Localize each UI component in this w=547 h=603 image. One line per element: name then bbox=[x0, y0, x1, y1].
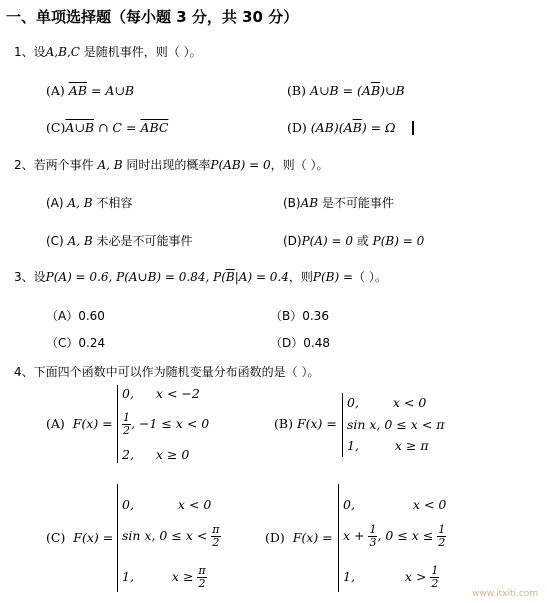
question-1-stem bbox=[14, 43, 202, 60]
q3-option-a: （A）0.60 bbox=[46, 309, 105, 323]
q1-a-label: (A) bbox=[46, 83, 65, 98]
q4-d-r1-cond: x < 0 bbox=[412, 497, 447, 512]
q2-stem-text: 同时出现的概率 bbox=[126, 158, 211, 172]
q4-b-row2: sin x, 0 ≤ x < π bbox=[347, 417, 445, 432]
q1-prefix: 1、设 bbox=[14, 45, 46, 59]
q4-a-r2-cond: , −1 ≤ x < 0 bbox=[131, 416, 210, 431]
q4-d-r3-cond: x > bbox=[404, 569, 431, 584]
text-cursor bbox=[412, 121, 414, 135]
q1-option-a bbox=[46, 83, 134, 98]
q2-a-label: (A) bbox=[46, 196, 64, 210]
q4-a-r3-cond: x ≥ 0 bbox=[155, 447, 190, 462]
q4-a-row2 bbox=[122, 412, 209, 437]
q3-option-b: （B）0.36 bbox=[270, 309, 329, 323]
q3-end: （ ）。 bbox=[353, 270, 387, 284]
q4-d-r3-value: 1, bbox=[343, 569, 355, 584]
q2-c-label: (C) bbox=[46, 234, 64, 248]
q2-option-b bbox=[283, 194, 394, 211]
q1-d-expr1: (AB)(A bbox=[306, 120, 353, 135]
q4-b-r3-cond: x ≥ π bbox=[394, 438, 429, 453]
q1-vars: A,B,C bbox=[45, 45, 80, 59]
q4-a-r1-cond: x < −2 bbox=[155, 386, 200, 401]
section-title: 一、单项选择题（每小题 3 分，共 30 分） bbox=[6, 8, 299, 26]
q4-b-r3-value: 1, bbox=[347, 438, 359, 453]
q2-a-math: A, B bbox=[67, 196, 93, 210]
q4-a-row3 bbox=[122, 447, 189, 462]
q2-prefix: 2、若两个事件 bbox=[14, 158, 94, 172]
q4-b-row1 bbox=[347, 395, 426, 410]
q4-b-fx: F(x) = bbox=[296, 416, 337, 431]
q4-b-label bbox=[274, 416, 337, 431]
q1-a-lhs: $\overline{AB}$ bbox=[68, 83, 87, 98]
q2-d-math2: P(B) = 0 bbox=[372, 234, 425, 248]
q4-d-brace bbox=[338, 484, 339, 592]
q4-d-r3-num: 1 bbox=[431, 564, 439, 577]
q3-tail: ，则 bbox=[288, 270, 313, 284]
q4-d-r2-den2: 2 bbox=[438, 536, 446, 549]
q4-c-row3 bbox=[122, 565, 207, 590]
q4-a-r2-num: 1 bbox=[123, 411, 130, 424]
q4-a-r3-value: 2, bbox=[122, 447, 134, 462]
q4-b-row3 bbox=[347, 438, 429, 453]
q1-c-label: (C) bbox=[46, 120, 66, 135]
q2-a-text: 不相容 bbox=[92, 196, 133, 210]
q4-c-r2-num: π bbox=[212, 523, 220, 536]
q2-b-label: (B) bbox=[283, 196, 301, 210]
q1-b-expr1: A∪B = (A bbox=[305, 83, 371, 98]
q4-d-label bbox=[265, 530, 333, 545]
q4-a-brace bbox=[117, 385, 118, 463]
q1-d-expr2: ) = Ω bbox=[361, 120, 396, 135]
q4-c-row2 bbox=[122, 524, 221, 549]
q4-d-r2-b: , 0 ≤ x ≤ bbox=[377, 528, 438, 543]
q4-a-label bbox=[46, 416, 113, 431]
q2-c-math: A, B bbox=[67, 234, 93, 248]
q1-option-c bbox=[46, 120, 168, 135]
q4-d-r2-num2: 1 bbox=[438, 523, 446, 536]
q4-a-fx: F(x) = bbox=[72, 416, 113, 431]
q1-stem-text: 是随机事件，则（ ）。 bbox=[79, 45, 202, 59]
q3-prefix: 3、设 bbox=[14, 270, 46, 284]
q3-option-d: （D）0.48 bbox=[270, 336, 330, 350]
q3-expr3: P(B) = bbox=[312, 270, 354, 284]
q4-c-r3-den: 2 bbox=[198, 577, 206, 590]
q4-d-label-text: (D) bbox=[265, 530, 285, 545]
q4-a-row1 bbox=[122, 386, 200, 401]
question-4-stem: 4、下面四个函数中可以作为随机变量分布函数的是（ ）。 bbox=[14, 365, 320, 379]
q4-d-r3-den: 2 bbox=[431, 577, 439, 590]
q1-b-expr2: )∪B bbox=[380, 83, 405, 98]
q2-tail: ，则（ ）。 bbox=[270, 158, 329, 172]
q4-c-r1-cond: x < 0 bbox=[177, 497, 212, 512]
q4-d-fx: F(x) = bbox=[292, 530, 333, 545]
q4-d-row3 bbox=[343, 565, 439, 590]
q2-d-math1: P(A) = 0 bbox=[301, 234, 354, 248]
q4-c-r3-cond: x ≥ bbox=[171, 569, 198, 584]
q4-a-r2-den: 2 bbox=[123, 424, 130, 437]
q4-c-r2-den: 2 bbox=[212, 536, 220, 549]
q1-c-part1: A∪B bbox=[65, 120, 95, 135]
q1-b-bar: $\overline{B}$ bbox=[370, 83, 381, 98]
q2-option-a bbox=[46, 194, 132, 211]
q1-option-b bbox=[287, 83, 405, 98]
q4-d-r2-den1: 3 bbox=[369, 536, 377, 549]
q1-b-label: (B) bbox=[287, 83, 306, 98]
q4-a-r1-value: 0, bbox=[122, 386, 134, 401]
q2-b-text: 是不可能事件 bbox=[318, 196, 394, 210]
q3-expr1: P(A) = 0.6, P(A∪B) = 0.84, P( bbox=[45, 270, 226, 284]
q4-c-r3-value: 1, bbox=[122, 569, 134, 584]
q4-b-r1-value: 0, bbox=[347, 395, 359, 410]
q4-c-fx: F(x) = bbox=[73, 530, 114, 545]
q2-c-text: 未必是不可能事件 bbox=[92, 234, 193, 248]
q4-c-label-text: (C) bbox=[46, 530, 66, 545]
q1-d-label: (D) bbox=[287, 120, 307, 135]
question-3-stem bbox=[14, 268, 387, 285]
q1-c-part2: ∩ C = bbox=[94, 120, 141, 135]
q4-c-r2-text: sin x, 0 ≤ x < bbox=[122, 528, 212, 543]
q4-c-r3-num: π bbox=[198, 564, 206, 577]
q3-expr2: |A) = 0.4 bbox=[234, 270, 289, 284]
q1-c-part3: $\overline{ABC}$ bbox=[140, 120, 169, 135]
q2-expr: P(AB) = 0 bbox=[210, 158, 271, 172]
q4-c-label bbox=[46, 530, 113, 545]
question-2-stem bbox=[14, 156, 328, 173]
watermark: www.itxiti.com bbox=[472, 589, 539, 599]
q4-c-row1 bbox=[122, 497, 211, 512]
q4-d-r2-a: x + bbox=[343, 528, 369, 543]
q2-d-text: 或 bbox=[353, 234, 373, 248]
q2-d-label: (D) bbox=[283, 234, 302, 248]
q1-d-bar: $\overline{B}$ bbox=[352, 120, 362, 135]
q1-a-rhs: = A∪B bbox=[86, 83, 135, 98]
q3-bar: $\overline{B}$ bbox=[225, 270, 235, 284]
q4-c-r1-value: 0, bbox=[122, 497, 134, 512]
q4-d-row1 bbox=[343, 497, 446, 512]
q4-c-brace bbox=[117, 484, 118, 592]
q4-d-row2 bbox=[343, 524, 446, 549]
q1-option-d bbox=[287, 120, 395, 135]
q4-a-label-text: (A) bbox=[46, 416, 65, 431]
q4-d-r1-value: 0, bbox=[343, 497, 355, 512]
q4-d-r2-num1: 1 bbox=[369, 523, 377, 536]
q4-b-brace bbox=[342, 393, 343, 457]
q3-option-c: （C）0.24 bbox=[46, 336, 106, 350]
q2-b-math: AB bbox=[300, 196, 319, 210]
q2-option-c bbox=[46, 232, 193, 249]
q4-b-r1-cond: x < 0 bbox=[392, 395, 427, 410]
q2-vars: A, B bbox=[93, 158, 127, 172]
q2-option-d bbox=[283, 232, 424, 249]
q4-b-label-text: (B) bbox=[274, 416, 293, 431]
